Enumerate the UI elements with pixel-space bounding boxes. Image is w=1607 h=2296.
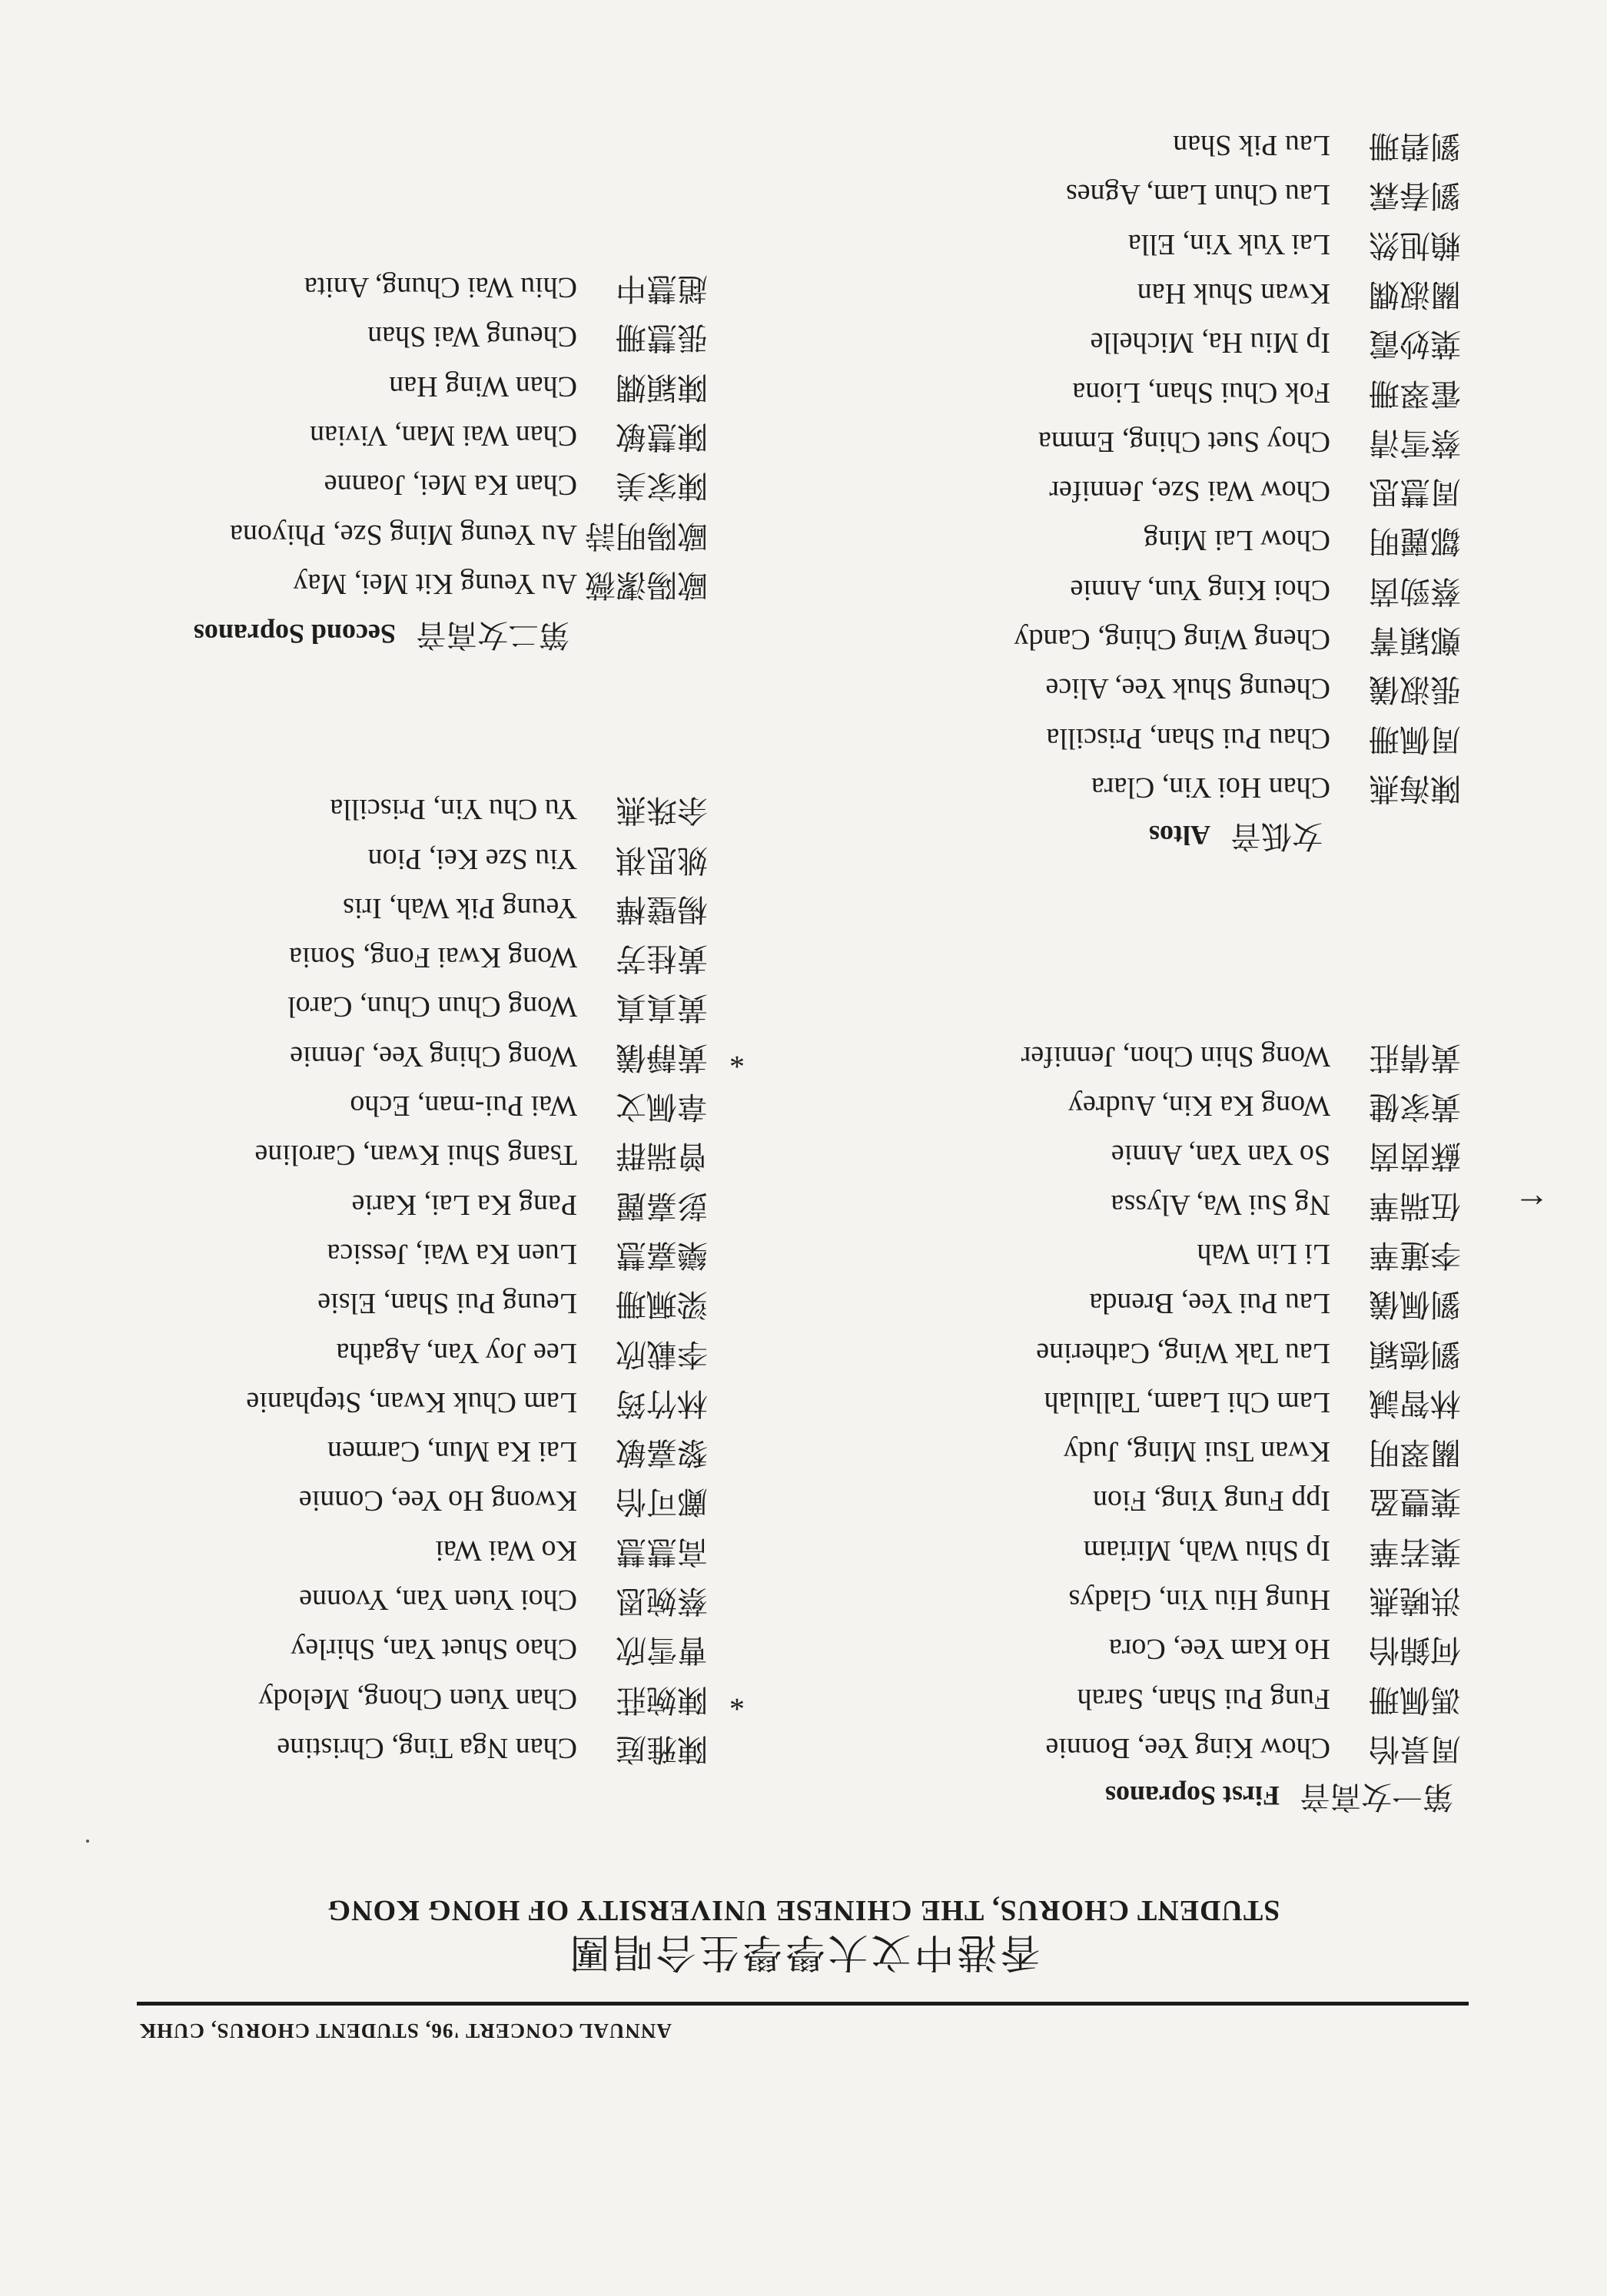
member-name-chinese: 彭嘉麗 bbox=[616, 1187, 708, 1223]
altos-heading-cn: 女低音 bbox=[1230, 818, 1323, 854]
list-item bbox=[367, 314, 708, 363]
list-item bbox=[1021, 1033, 1461, 1082]
member-name-chinese: 關翠明 bbox=[1369, 1435, 1461, 1471]
list-item bbox=[330, 785, 708, 834]
list-item bbox=[310, 412, 708, 461]
first-sopranos-heading-en: First Sopranos bbox=[1104, 1780, 1280, 1811]
member-name-english: Lam Chuk Kwan, Stephanie bbox=[246, 1385, 577, 1418]
member-name-chinese: 周佩珊 bbox=[1369, 721, 1461, 757]
member-name-chinese: 高慧慧 bbox=[616, 1533, 708, 1569]
member-name-chinese: 伍瑞華 bbox=[1369, 1187, 1461, 1223]
list-item bbox=[254, 1131, 708, 1180]
member-name-english: Lau Tak Wing, Catherine bbox=[1036, 1336, 1330, 1369]
member-name-chinese: 張慧珊 bbox=[616, 320, 708, 356]
member-name-chinese: 黃真真 bbox=[616, 990, 708, 1026]
member-name-english: Chan Yuen Chong, Melody bbox=[258, 1682, 577, 1715]
member-name-chinese: 黃桂芳 bbox=[616, 941, 708, 977]
member-name-chinese: 周慧思 bbox=[1369, 474, 1461, 510]
member-name-english: Wong Ka Kin, Audrey bbox=[1068, 1090, 1330, 1123]
member-name-english: Chan Wing Han bbox=[389, 370, 577, 403]
list-item bbox=[1014, 615, 1461, 665]
member-name-chinese: 曾瑞群 bbox=[616, 1138, 708, 1174]
member-name-english: Kwan Shuk Han bbox=[1137, 277, 1330, 310]
member-name-chinese: 陳海燕 bbox=[1369, 771, 1461, 806]
member-name-chinese: 鄒麗明 bbox=[1369, 523, 1461, 559]
member-name-chinese: 劉春霖 bbox=[1369, 178, 1461, 214]
list-item bbox=[1071, 566, 1462, 615]
list-item bbox=[277, 1724, 708, 1773]
list-item bbox=[291, 1625, 708, 1674]
list-item bbox=[1077, 1675, 1461, 1724]
list-item bbox=[317, 1279, 708, 1329]
member-name-chinese: 余珠燕 bbox=[616, 792, 708, 828]
member-name-english: Lau Pui Yee, Brenda bbox=[1089, 1287, 1330, 1320]
member-name-chinese: 林智諴 bbox=[1369, 1385, 1461, 1421]
member-name-english: Lee Joy Yan, Agatha bbox=[336, 1336, 577, 1369]
member-name-english: Chow Lai Ming bbox=[1144, 524, 1330, 557]
page-title-english: STUDENT CHORUS, THE CHINESE UNIVERSITY OF HONG KONG bbox=[327, 1894, 1280, 1926]
member-name-english: Chow Wai Sze, Jennifer bbox=[1049, 475, 1330, 508]
member-name-english: Au Yeung Ming Sze, Phiyona bbox=[230, 518, 577, 551]
list-item bbox=[287, 984, 708, 1033]
member-name-english: Tsang Shui Kwan, Caroline bbox=[254, 1139, 577, 1172]
member-name-chinese: 陳家美 bbox=[616, 468, 708, 504]
member-name-english: Lai Ka Mun, Carmen bbox=[327, 1435, 577, 1468]
member-name-english: Lai Yuk Yin, Ella bbox=[1127, 227, 1330, 260]
list-item bbox=[258, 1675, 745, 1724]
member-name-chinese: 陳慧敏 bbox=[616, 419, 708, 455]
member-name-english: Lam Chi Laam, Tallulah bbox=[1044, 1385, 1330, 1418]
asterisk-marker: * bbox=[729, 1040, 745, 1075]
list-item bbox=[1093, 1478, 1461, 1527]
running-head-text: ANNUAL CONCERT '96, STUDENT CHORUS, CUHK bbox=[139, 2019, 672, 2042]
list-item bbox=[1049, 467, 1461, 516]
member-name-chinese: 張淑儀 bbox=[1369, 672, 1461, 708]
list-item bbox=[294, 560, 708, 609]
member-name-english: Fung Pui Shan, Sarah bbox=[1077, 1682, 1330, 1715]
member-name-chinese: 李蓮華 bbox=[1369, 1237, 1461, 1272]
member-name-english: Ho Kam Yee, Cora bbox=[1108, 1633, 1330, 1666]
member-name-chinese: 周景怡 bbox=[1369, 1731, 1461, 1767]
altos-heading bbox=[1149, 815, 1323, 861]
member-name-chinese: 劉佩儀 bbox=[1369, 1286, 1461, 1322]
member-name-chinese: 蘇茵茵 bbox=[1369, 1138, 1461, 1174]
member-name-chinese: 賴旭然 bbox=[1369, 227, 1461, 263]
list-item bbox=[343, 884, 708, 934]
member-name-english: Leung Pui Shan, Elsie bbox=[317, 1287, 577, 1320]
member-name-chinese: 蔡婉恩 bbox=[616, 1583, 708, 1619]
member-name-english: So Yan Yan, Annie bbox=[1111, 1139, 1330, 1172]
member-name-english: Lau Pik Shan bbox=[1173, 129, 1330, 162]
list-item bbox=[1090, 1279, 1461, 1329]
member-name-english: Wong Shin Chon, Jennifer bbox=[1021, 1040, 1330, 1073]
member-name-english: Kwan Tsui Ming, Judy bbox=[1063, 1435, 1330, 1468]
member-name-chinese: 陳雅庭 bbox=[616, 1731, 708, 1767]
list-item bbox=[435, 1527, 708, 1576]
list-item bbox=[230, 511, 708, 560]
member-name-english: Chan Nga Ting, Christine bbox=[277, 1732, 577, 1764]
altos-heading-en: Altos bbox=[1149, 820, 1210, 851]
list-item bbox=[352, 1181, 708, 1230]
member-name-english: Cheng Wing Ching, Candy bbox=[1014, 623, 1330, 656]
list-item bbox=[1047, 715, 1461, 764]
handwritten-arrow-icon: ← bbox=[1514, 1186, 1549, 1226]
member-name-chinese: 陳婉莊 bbox=[616, 1681, 708, 1717]
list-item bbox=[1111, 1181, 1549, 1230]
list-item bbox=[1068, 1082, 1461, 1131]
member-name-chinese: 葉妙霞 bbox=[1369, 326, 1461, 362]
second-sopranos-heading-en: Second Sopranos bbox=[193, 619, 396, 649]
member-name-english: Chan Hoi Yin, Clara bbox=[1091, 771, 1330, 804]
list-item bbox=[290, 1033, 745, 1082]
list-item bbox=[1091, 319, 1461, 368]
member-name-chinese: 梁珮珊 bbox=[616, 1286, 708, 1322]
member-name-chinese: 劉碧珊 bbox=[1369, 128, 1461, 164]
list-item bbox=[289, 934, 708, 983]
member-name-english: Cheung Wai Shan bbox=[367, 320, 577, 353]
list-item bbox=[324, 461, 708, 510]
list-item bbox=[299, 1576, 708, 1625]
member-name-chinese: 楊璧樺 bbox=[616, 891, 708, 927]
member-name-chinese: 葉豐盈 bbox=[1369, 1484, 1461, 1520]
member-name-chinese: 鄺可怡 bbox=[616, 1484, 708, 1520]
member-name-chinese: 林竹筠 bbox=[616, 1385, 708, 1421]
member-name-english: Fok Chui Shan, Liona bbox=[1072, 376, 1330, 409]
list-item bbox=[1137, 270, 1461, 319]
list-item bbox=[1068, 1576, 1461, 1625]
member-name-english: Chau Pui Shan, Priscilla bbox=[1046, 722, 1330, 755]
member-name-chinese: 鄭穎菁 bbox=[1369, 622, 1461, 659]
member-name-english: Wong Ching Yee, Jennie bbox=[290, 1040, 577, 1073]
member-name-chinese: 黃家健 bbox=[1369, 1089, 1461, 1125]
list-item bbox=[337, 1329, 708, 1379]
member-name-english: Chao Shuet Yan, Shirley bbox=[291, 1633, 577, 1666]
member-name-chinese: 歐陽明詩 bbox=[585, 517, 708, 553]
list-item bbox=[304, 264, 708, 313]
member-name-english: Hung Hiu Yin, Gladys bbox=[1068, 1584, 1330, 1617]
list-item bbox=[1045, 1724, 1461, 1773]
member-name-chinese: 韋佩文 bbox=[616, 1089, 708, 1125]
list-item bbox=[327, 1428, 708, 1477]
member-name-chinese: 馮佩珊 bbox=[1369, 1681, 1461, 1717]
list-item bbox=[1173, 121, 1461, 171]
member-name-english: Au Yeung Kit Mei, May bbox=[293, 568, 577, 600]
member-name-english: Ko Wai Wai bbox=[435, 1534, 577, 1567]
member-name-chinese: 黎嘉敏 bbox=[616, 1435, 708, 1471]
asterisk-marker: * bbox=[729, 1682, 745, 1717]
list-item bbox=[1144, 517, 1461, 566]
list-item bbox=[1044, 1379, 1461, 1428]
second-sopranos-heading-cn: 第二女高音 bbox=[416, 617, 569, 652]
member-name-chinese: 欒嘉慧 bbox=[616, 1237, 708, 1272]
member-name-english: Chan Wai Man, Vivian bbox=[310, 420, 577, 453]
list-item bbox=[1084, 1527, 1461, 1576]
member-name-chinese: 姚思祺 bbox=[616, 841, 708, 878]
list-item bbox=[389, 363, 708, 412]
list-item bbox=[1036, 1329, 1461, 1379]
member-name-english: Luen Ka Wai, Jessica bbox=[327, 1238, 577, 1270]
member-name-chinese: 霍翠珊 bbox=[1369, 375, 1461, 411]
list-item bbox=[1109, 1625, 1461, 1674]
list-item bbox=[1091, 764, 1461, 813]
first-sopranos-heading bbox=[1105, 1775, 1453, 1821]
list-item bbox=[1072, 369, 1461, 418]
list-item bbox=[327, 1230, 708, 1279]
member-name-chinese: 蔡雪清 bbox=[1369, 424, 1461, 460]
member-name-english: Ng Sui Wa, Alyssa bbox=[1111, 1188, 1330, 1221]
member-name-chinese: 趙慧中 bbox=[616, 270, 708, 307]
member-name-english: Cheung Shuk Yee, Alice bbox=[1045, 672, 1330, 705]
member-name-chinese: 黃倩莊 bbox=[1369, 1039, 1461, 1075]
page-title-chinese: 香港中文大學學生合唱團 bbox=[566, 1929, 1041, 1975]
list-item bbox=[1128, 221, 1461, 270]
list-item bbox=[1111, 1131, 1461, 1180]
first-sopranos-heading-cn: 第一女高音 bbox=[1300, 1779, 1453, 1814]
list-item bbox=[1066, 171, 1461, 220]
member-name-english: Choi King Yun, Annie bbox=[1070, 573, 1330, 606]
member-name-english: Choy Suet Ching, Emma bbox=[1038, 425, 1330, 458]
member-name-english: Chan Ka Mei, Joanne bbox=[324, 469, 577, 502]
list-item bbox=[246, 1379, 708, 1428]
member-name-english: Yiu Sze Kei, Pion bbox=[367, 842, 577, 875]
list-item bbox=[299, 1478, 708, 1527]
member-name-english: Yeung Pik Wah, Iris bbox=[343, 891, 577, 924]
member-name-english: Wong Kwai Fong, Sonia bbox=[289, 941, 577, 974]
member-name-english: Pang Ka Lai, Karie bbox=[351, 1188, 577, 1221]
list-item bbox=[1038, 418, 1461, 467]
member-name-chinese: 關淑嫻 bbox=[1369, 277, 1461, 312]
member-name-english: Choi Yuen Yan, Yvonne bbox=[299, 1584, 577, 1617]
member-name-chinese: 黃靜儀 bbox=[616, 1039, 708, 1075]
member-name-english: Chow King Yee, Bonnie bbox=[1045, 1732, 1330, 1764]
member-name-chinese: 葉若華 bbox=[1369, 1533, 1461, 1569]
member-name-english: Ip Miu Ha, Michelle bbox=[1090, 327, 1330, 360]
member-name-chinese: 蔡勁茵 bbox=[1369, 572, 1461, 609]
list-item bbox=[1064, 1428, 1461, 1477]
member-name-english: Chiu Wai Chung, Anita bbox=[304, 271, 577, 304]
list-item bbox=[368, 835, 708, 884]
member-name-english: Wai Pui-man, Echo bbox=[350, 1090, 577, 1123]
member-name-english: Lau Chun Lam, Agnes bbox=[1065, 178, 1330, 211]
list-item bbox=[1046, 665, 1462, 714]
member-name-english: Yu Chu Yin, Priscilla bbox=[330, 793, 577, 826]
member-name-chinese: 陳穎嫻 bbox=[616, 369, 708, 405]
second-sopranos-heading bbox=[194, 613, 569, 659]
member-name-english: Ipp Fung Ying, Fion bbox=[1093, 1485, 1330, 1518]
list-item bbox=[1197, 1230, 1461, 1279]
member-name-chinese: 曹雪欣 bbox=[616, 1632, 708, 1668]
member-name-english: Ip Shiu Wah, Miriam bbox=[1083, 1534, 1330, 1567]
member-name-english: Wong Chun Chun, Carol bbox=[287, 990, 577, 1024]
scan-speck bbox=[86, 1840, 89, 1843]
member-name-chinese: 李載欣 bbox=[616, 1335, 708, 1372]
header-rule bbox=[137, 2002, 1469, 2006]
member-name-chinese: 歐陽潔薇 bbox=[585, 567, 708, 602]
member-name-english: Kwong Ho Yee, Connie bbox=[298, 1485, 577, 1518]
member-name-chinese: 何錦怡 bbox=[1369, 1632, 1461, 1668]
member-name-chinese: 洪曉燕 bbox=[1369, 1583, 1461, 1619]
member-name-chinese: 劉德穎 bbox=[1369, 1335, 1461, 1372]
list-item bbox=[350, 1082, 708, 1131]
member-name-english: Li Lin Wah bbox=[1197, 1238, 1330, 1270]
